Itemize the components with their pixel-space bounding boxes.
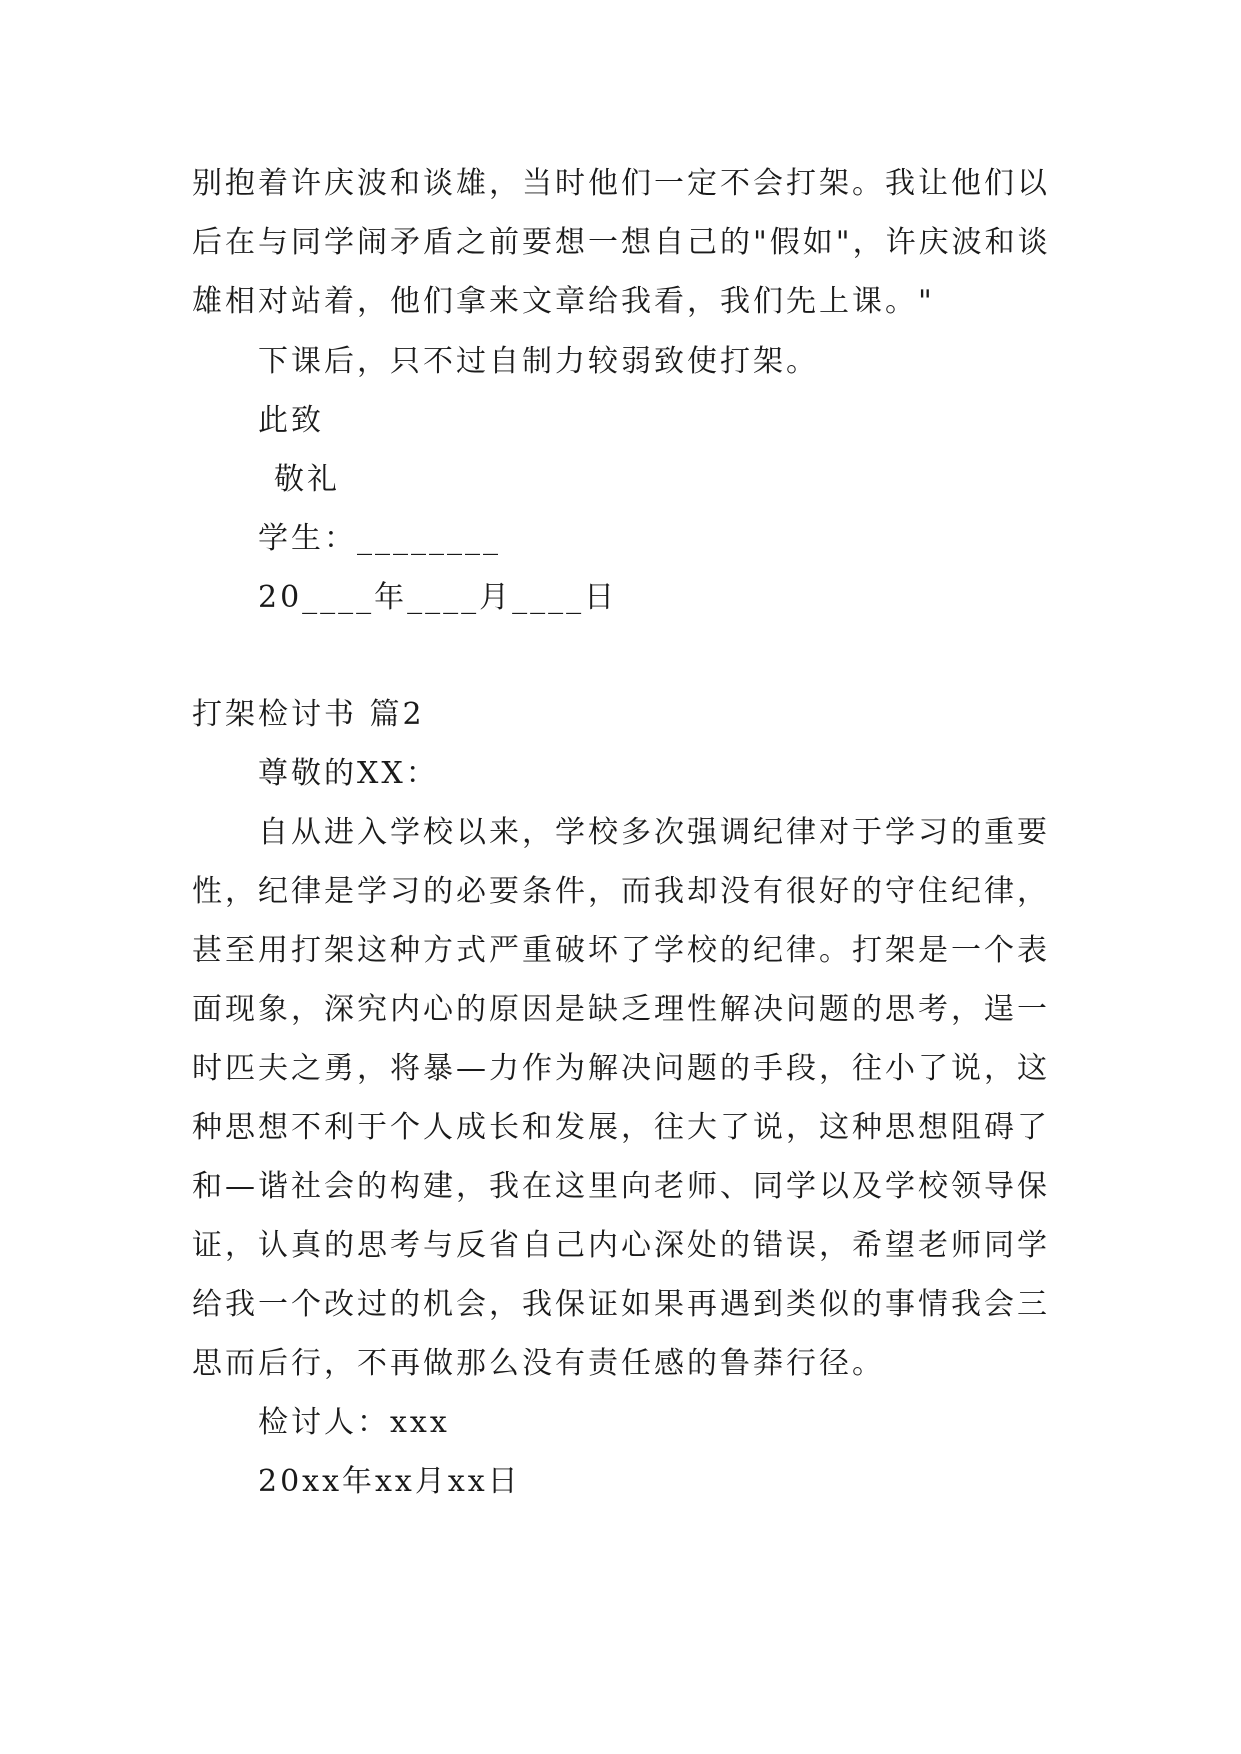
body-line: 自从进入学校以来，学校多次强调纪律对于学习的重要	[258, 815, 1050, 850]
body-line: 思而后行，不再做那么没有责任感的鲁莽行径。	[192, 1346, 885, 1381]
salute-line: 敬礼	[274, 462, 340, 497]
after-class-line: 下课后，只不过自制力较弱致使打架。	[258, 344, 819, 379]
paragraph-line: 后在与同学闹矛盾之前要想一想自己的"假如"，许庆波和谈	[192, 225, 1051, 260]
body-line: 种思想不利于个人成长和发展，往大了说，这种思想阻碍了	[192, 1110, 1050, 1145]
greeting-line: 尊敬的XX：	[258, 756, 439, 791]
section-title: 打架检讨书 篇2	[192, 697, 425, 732]
signature-date-line: 20xx年xx月xx日	[258, 1464, 521, 1499]
signer-line: 检讨人：xxx	[258, 1405, 450, 1440]
body-line: 时匹夫之勇，将暴—力作为解决问题的手段，往小了说，这	[192, 1051, 1050, 1086]
paragraph-line: 别抱着许庆波和谈雄，当时他们一定不会打架。我让他们以	[192, 166, 1050, 201]
body-line: 给我一个改过的机会，我保证如果再遇到类似的事情我会三	[192, 1287, 1050, 1322]
body-line: 面现象，深究内心的原因是缺乏理性解决问题的思考，逞一	[192, 992, 1050, 1027]
closing-line: 此致	[258, 403, 324, 438]
date-line: 20____年____月____日	[258, 580, 618, 615]
body-line: 证，认真的思考与反省自己内心深处的错误，希望老师同学	[192, 1228, 1050, 1263]
body-line: 性，纪律是学习的必要条件，而我却没有很好的守住纪律，	[192, 874, 1050, 909]
student-signature-line: 学生：________	[258, 521, 501, 556]
paragraph-line: 雄相对站着，他们拿来文章给我看，我们先上课。"	[192, 284, 935, 319]
body-line: 和—谐社会的构建，我在这里向老师、同学以及学校领导保	[192, 1169, 1050, 1204]
body-line: 甚至用打架这种方式严重破坏了学校的纪律。打架是一个表	[192, 933, 1050, 968]
